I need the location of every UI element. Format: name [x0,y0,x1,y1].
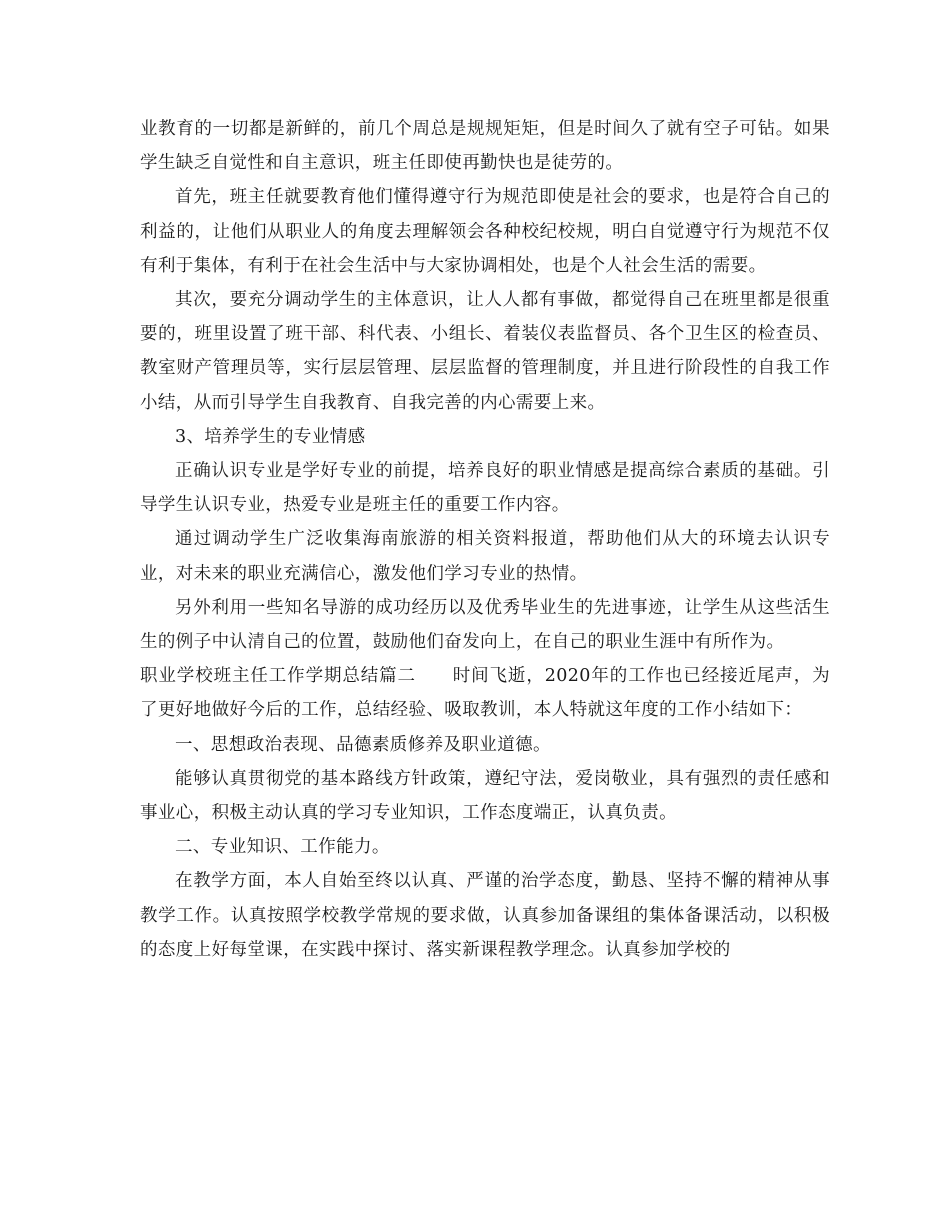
paragraph: 通过调动学生广泛收集海南旅游的相关资料报道，帮助他们从大的环境去认识专业，对未来的职业充满信心，激发他们学习专业的热情。 [140,529,830,584]
paragraph: 职业学校班主任工作学期总结篇二 时间飞逝，2020年的工作也已经接近尾声，为了更好地做好今后的工作，总结经验、吸取教训，本人特就这年度的工作小结如下： [140,666,830,721]
paragraph: 正确认识专业是学好专业的前提，培养良好的职业情感是提高综合素质的基础。引导学生认识专业，热爱专业是班主任的重要工作内容。 [140,461,830,516]
section-heading: 二、专业知识、工作能力。 [175,837,390,858]
section-heading: 一、思想政治表现、品德素质修养及职业道德。 [175,734,551,755]
section-heading: 3、培养学生的专业情感 [175,426,366,447]
paragraph: 其次，要充分调动学生的主体意识，让人人都有事做，都觉得自己在班里都是很重要的，班里设置了班干部、科代表、小组长、着装仪表监督员、各个卫生区的检查员、教室财产管理员等，实行层层管理、层层监督的管理制度，并且进行阶段性的自我工作小结，从而引导学生自我教育、自我完善的内心需要上来。 [140,290,830,413]
paragraph: 另外利用一些知名导游的成功经历以及优秀毕业生的先进事迹，让学生从这些活生生的例子中认清自己的位置，鼓励他们奋发向上，在自己的职业生涯中有所作为。 [140,597,830,653]
paragraph: 在教学方面，本人自始至终以认真、严谨的治学态度，勤恳、坚持不懈的精神从事教学工作。认真按照学校教学常规的要求做，认真参加备课组的集体备课活动，以积极的态度上好每堂课，在实践中探讨、落实新课程教学理念。认真参加学校的 [140,871,830,960]
paragraph: 首先，班主任就要教育他们懂得遵守行为规范即使是社会的要求，也是符合自己的利益的，让他们从职业人的角度去理解领会各种校纪校规，明白自觉遵守行为规范不仅有利于集体，有利于在社会生活中与大家协调相处，也是个人社会生活的需要。 [140,187,830,276]
document-body [140,112,830,967]
paragraph: 能够认真贯彻党的基本路线方针政策，遵纪守法，爱岗敬业，具有强烈的责任感和事业心，积极主动认真的学习专业知识，工作态度端正，认真负责。 [140,768,830,824]
paragraph: 业教育的一切都是新鲜的，前几个周总是规规矩矩，但是时间久了就有空子可钻。如果学生缺乏自觉性和自主意识，班主任即使再勤快也是徒劳的。 [140,119,830,174]
